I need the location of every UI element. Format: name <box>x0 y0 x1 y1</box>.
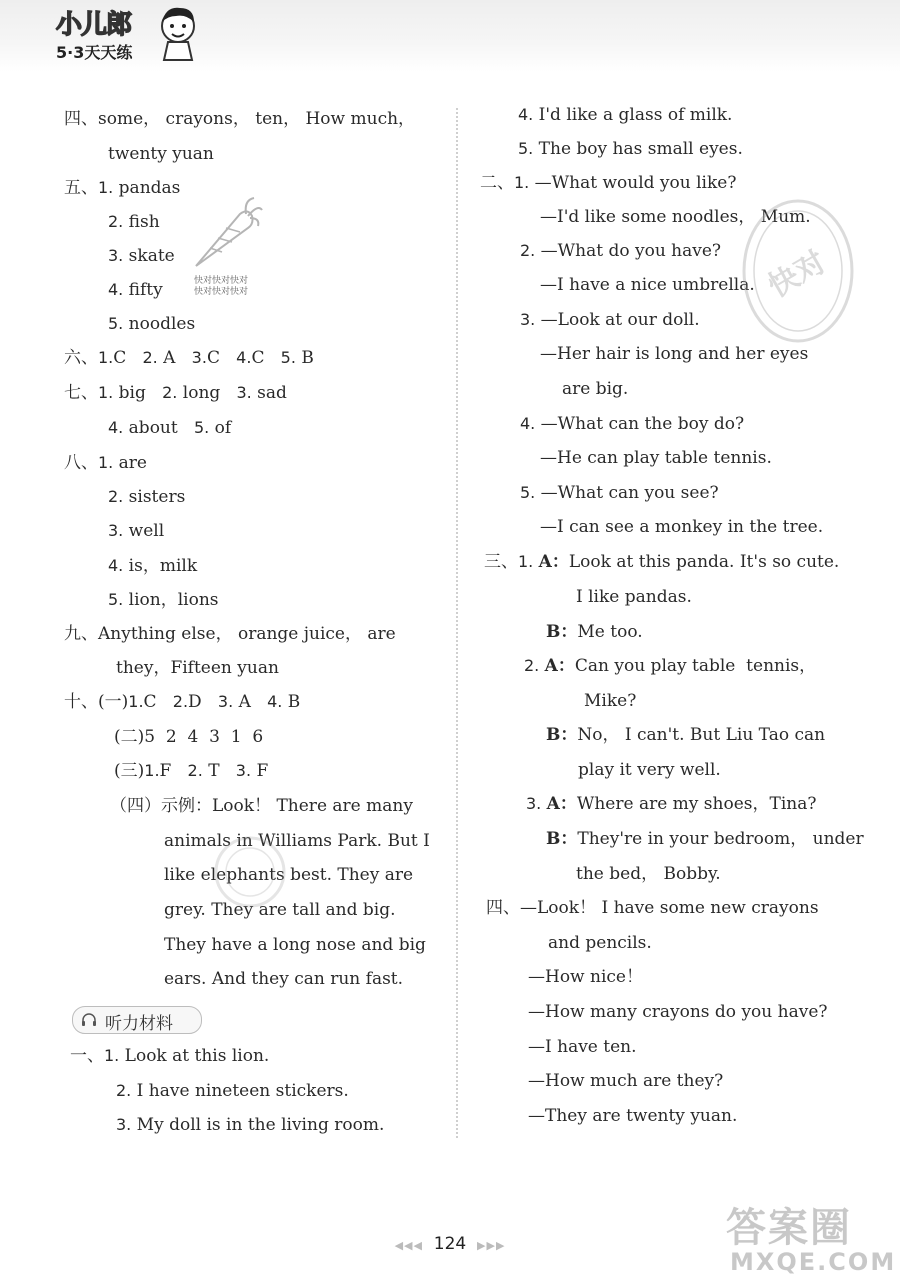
listening-material-tag <box>72 1006 202 1034</box>
answer-line: 5. —What can you see? <box>520 483 719 503</box>
answer-line: and pencils. <box>548 933 652 953</box>
answer-line: 五、1. pandas <box>64 178 181 198</box>
answer-line: 4. is，milk <box>108 556 198 576</box>
answer-line: 2. I have nineteen stickers. <box>116 1081 349 1101</box>
answer-line: 4. —What can the boy do? <box>520 414 745 434</box>
arrows-left-icon: ◀◀◀ <box>394 1239 423 1252</box>
brand-logo <box>52 4 202 64</box>
answer-line: 3. My doll is in the living room. <box>116 1115 385 1135</box>
brand-subtitle: 5·3天天练 <box>56 43 133 62</box>
listening-material-label: 听力材料 <box>105 1014 173 1034</box>
answer-line: 4. I'd like a glass of milk. <box>518 105 733 125</box>
answer-line: are big. <box>562 379 629 399</box>
answer-line: play it very well. <box>578 760 721 780</box>
page-footer <box>0 1234 900 1254</box>
answer-line: 七、1. big 2. long 3. sad <box>64 383 287 403</box>
answer-line: （四）示例：Look！ There are many <box>110 796 413 816</box>
answer-line: ears. And they can run fast. <box>164 969 404 989</box>
answer-line: —I'd like some noodles， Mum. <box>540 207 811 227</box>
answer-line: 4. fifty <box>108 280 163 300</box>
answer-line: 2. fish <box>108 212 160 232</box>
answer-line: —How many crayons do you have? <box>528 1002 828 1022</box>
answer-line: 2. —What do you have? <box>520 241 722 261</box>
answer-line: 4. about 5. of <box>108 418 232 438</box>
page-number: 124 <box>433 1234 467 1254</box>
answer-line: they，Fifteen yuan <box>116 658 279 678</box>
answer-line: 四、—Look！ I have some new crayons <box>486 898 819 918</box>
corner-watermark: 答案圈 MXQE.COM <box>726 1205 897 1276</box>
answer-line: 九、Anything else， orange juice， are <box>64 624 396 644</box>
answer-line: 三、1. A：Look at this panda. It's so cute. <box>484 552 840 572</box>
brand-title: 小儿郎 <box>56 10 132 40</box>
answer-line: the bed， Bobby. <box>576 864 721 884</box>
answer-line: 5. lion，lions <box>108 590 219 610</box>
carrot-watermark-text: 快对快对快对 快对快对快对 <box>194 276 249 297</box>
answer-line: I like pandas. <box>576 587 692 607</box>
carrot-watermark-icon <box>188 196 264 274</box>
answer-line: grey. They are tall and big. <box>164 900 396 920</box>
column-divider <box>456 108 458 1138</box>
answer-line: —I have ten. <box>528 1037 637 1057</box>
answer-line: —He can play table tennis. <box>540 448 772 468</box>
mid-watermark-icon <box>210 832 290 912</box>
answer-line: 十、(一)1.C 2.D 3. A 4. B <box>64 692 301 712</box>
answer-line: (三)1.F 2. T 3. F <box>114 761 269 781</box>
answer-line: —How nice！ <box>528 967 643 987</box>
answer-line: 2. sisters <box>108 487 186 507</box>
answer-line: 二、1. —What would you like? <box>480 173 737 193</box>
answer-line: like elephants best. They are <box>164 865 414 885</box>
answer-line: 一、1. Look at this lion. <box>70 1046 270 1066</box>
svg-text:快对: 快对 <box>762 244 832 305</box>
answer-line: 5. The boy has small eyes. <box>518 139 743 159</box>
answer-line: 5. noodles <box>108 314 196 334</box>
answer-line: 3. skate <box>108 246 175 266</box>
answer-line: B：Me too. <box>546 622 643 642</box>
headphones-icon <box>81 1012 97 1028</box>
answer-line: 八、1. are <box>64 453 147 473</box>
answer-line: 3. A：Where are my shoes，Tina? <box>526 794 817 814</box>
answer-line: 四、some， crayons， ten， How much， <box>64 109 416 129</box>
answer-line: B：No， I can't. But Liu Tao can <box>546 725 826 745</box>
answer-line: 3. —Look at our doll. <box>520 310 700 330</box>
stamp-watermark-icon <box>738 196 858 346</box>
answer-line: 3. well <box>108 521 165 541</box>
answer-line: twenty yuan <box>108 144 214 164</box>
answer-line: —They are twenty yuan. <box>528 1106 738 1126</box>
answer-line: 六、1.C 2. A 3.C 4.C 5. B <box>64 348 314 368</box>
mascot-boy-icon <box>156 4 200 62</box>
answer-line: —I can see a monkey in the tree. <box>540 517 824 537</box>
arrows-right-icon: ▶▶▶ <box>477 1239 506 1252</box>
answer-line: —I have a nice umbrella. <box>540 275 755 295</box>
answer-line: 2. A：Can you play table tennis， <box>524 656 817 676</box>
answer-line: Mike? <box>584 691 637 711</box>
answer-line: (二)5 2 4 3 1 6 <box>114 727 264 747</box>
answer-line: —Her hair is long and her eyes <box>540 344 809 364</box>
answer-line: B：They're in your bedroom， under <box>546 829 864 849</box>
answer-line: animals in Williams Park. But I <box>164 831 430 851</box>
answer-line: They have a long nose and big <box>164 935 426 955</box>
answer-line: —How much are they? <box>528 1071 724 1091</box>
